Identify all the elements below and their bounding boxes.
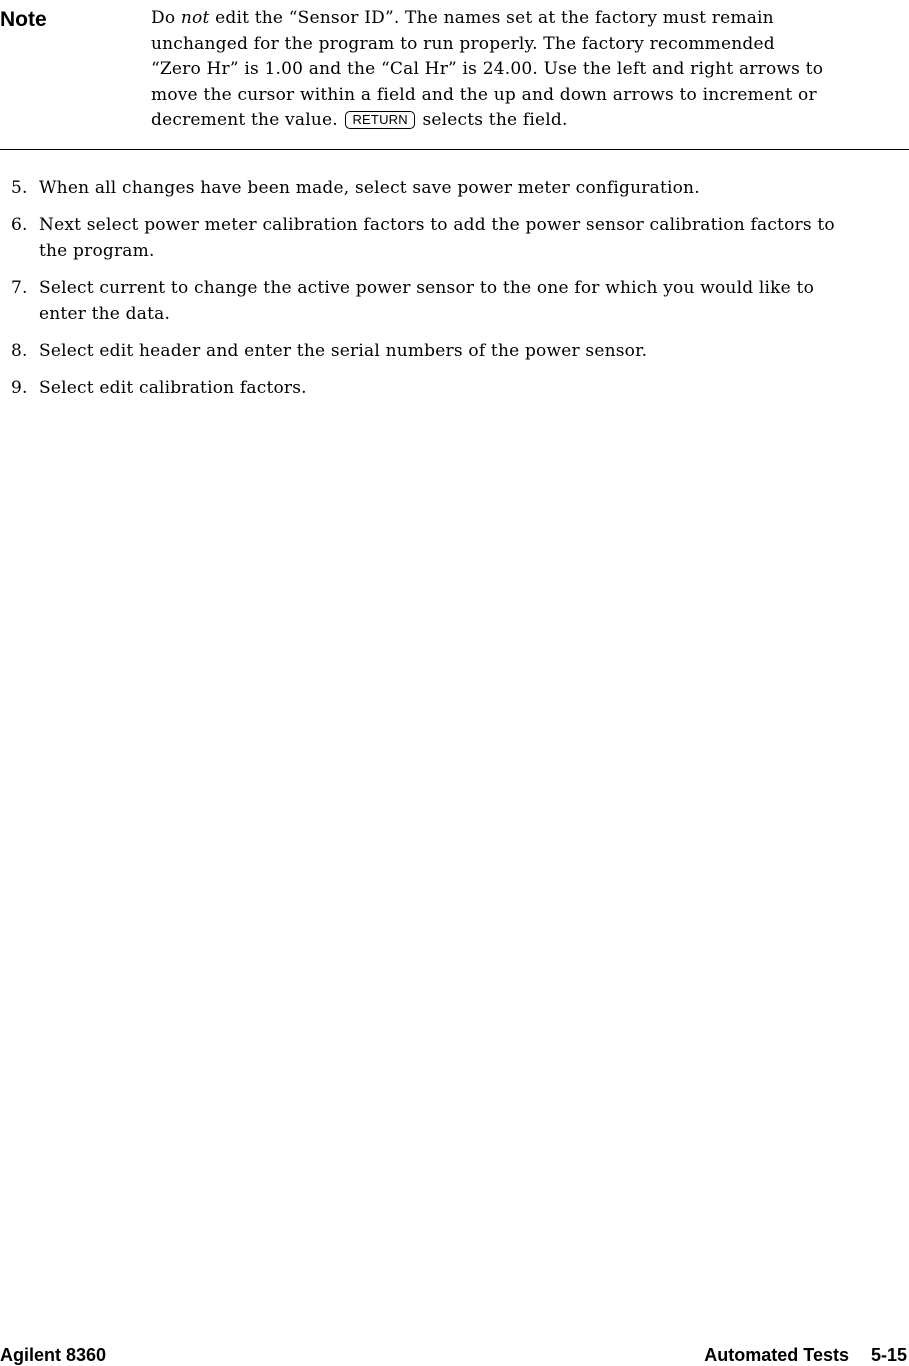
note-block [0,0,909,150]
step-number: 6. [11,215,28,235]
note-text [151,6,901,134]
footer-page-number: 5-15 [870,1345,907,1365]
return-key-icon: RETURN [345,111,414,129]
step-text: When all changes have been made, select save power meter configuration. [39,178,700,198]
note-line-2: unchanged for the program to run properly. The factory recommended [151,33,775,54]
procedure-steps [0,175,909,412]
step-number: 5. [11,178,28,198]
step-6 [0,212,909,264]
step-text: enter the data. [39,304,171,324]
footer-page-info [704,1345,907,1366]
step-text: the program. [39,241,155,261]
step-9 [0,375,909,401]
step-text: Select edit header and enter the serial numbers of the power sensor. [39,341,648,361]
footer-product-name: Agilent 8360 [0,1345,107,1365]
step-8 [0,338,909,364]
note-line-5: decrement the value. RETURN selects the field. [151,110,568,131]
emphasis-not: not [180,8,210,28]
footer-section-title: Automated Tests [704,1345,849,1365]
step-7 [0,275,909,327]
step-number: 9. [11,378,28,398]
step-text: Select current to change the active power sensor to the one for which you would like to [39,278,815,298]
note-label: Note [0,8,47,31]
note-line-4: move the cursor within a field and the up and down arrows to increment or [151,84,817,105]
note-line-1: Do not edit the “Sensor ID”. The names set at the factory must remain [151,8,774,28]
step-text: Next select power meter calibration factors to add the power sensor calibration factors to [39,215,835,235]
step-number: 7. [11,278,28,298]
step-5 [0,175,909,201]
step-text: Select edit calibration factors. [39,378,307,398]
step-number: 8. [11,341,28,361]
note-line-3: “Zero Hr” is 1.00 and the “Cal Hr” is 24.00. Use the left and right arrows to [151,59,824,80]
